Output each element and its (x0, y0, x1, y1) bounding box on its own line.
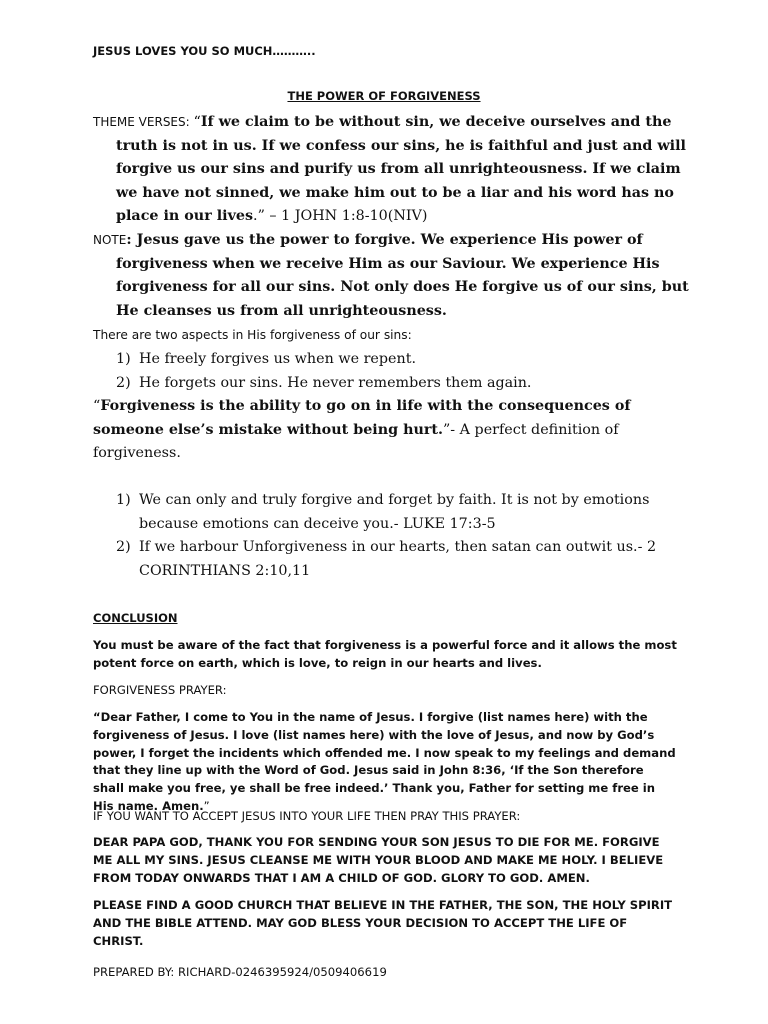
salvation-prayer: DEAR PAPA GOD, THANK YOU FOR SENDING YOUR SON JESUS TO DIE FOR ME. FORGIVE ME ALL MY SINS. JESUS CLEANSE ME WITH YOUR BLOOD AND MAKE ME HOLY. I BELIEVE FROM TODAY ONWARDS THAT I AM A CHILD OF GOD. GLORY TO GOD. AMEN. (93, 835, 664, 885)
faith-points-list (116, 489, 681, 583)
list-text: If we harbour Unforgiveness in our hearts, then satan can outwit us.- 2 CORINTHIANS 2:10,11 (139, 539, 657, 579)
list-item (116, 372, 681, 396)
theme-verses (93, 111, 701, 229)
header-line: JESUS LOVES YOU SO MUCH……….. (93, 44, 316, 58)
theme-open-quote: “ (193, 114, 201, 130)
forgiveness-prayer (93, 709, 678, 816)
note-text: : Jesus gave us the power to forgive. We experience His power of forgiveness when we receive Him as our Saviour. We experience His forgiveness for all our sins. Not only does He forgive us of our sins, but He cleanses us from all unrighteousness. (116, 232, 689, 319)
definition-bold: Forgiveness is the ability to go on in life with the consequences of someone else’s mistake without being hurt. (93, 398, 631, 438)
list-text: He forgets our sins. He never remembers them again. (139, 374, 532, 391)
list-text: He freely forgives us when we repent. (139, 351, 416, 367)
conclusion-heading: CONCLUSION (93, 611, 178, 625)
list-text: We can only and truly forgive and forget by faith. It is not by emotions because emotions can deceive you.- LUKE 17:3-5 (139, 492, 650, 532)
list-number: 2) (116, 374, 131, 391)
conclusion-text: You must be aware of the fact that forgiveness is a powerful force and it allows the most potent force on earth, which is love, to reign in our hearts and lives. (93, 638, 677, 670)
prayer-text: “Dear Father, I come to You in the name of Jesus. I forgive (list names here) with the forgiveness of Jesus. I love (list names here) with the love of Jesus, and now by God’s power, I forget the incidents which offended me. I now speak to my feelings and demand that they line up with the Word of God. Jesus said in John 8:36, ‘If the Son therefore shall make you free, ye shall be free indeed.’ Thank you, Father for setting me free in His name. Amen. (93, 710, 676, 813)
prepared-by-footer: PREPARED BY: RICHARD-0246395924/0509406619 (93, 965, 387, 979)
list-item (116, 536, 681, 583)
church-note: PLEASE FIND A GOOD CHURCH THAT BELIEVE IN THE FATHER, THE SON, THE HOLY SPIRIT AND THE BIBLE ATTEND. MAY GOD BLESS YOUR DECISION TO ACCEPT THE LIFE OF CHRIST. (93, 898, 673, 948)
list-number: 2) (116, 539, 131, 556)
list-item (116, 489, 681, 536)
list-number: 1) (116, 492, 131, 508)
prayer-label: FORGIVENESS PRAYER: (93, 683, 227, 697)
forgiveness-definition (93, 395, 678, 466)
theme-label: THEME VERSES: (93, 115, 194, 129)
prayer-close-quote: ” (203, 798, 210, 813)
note-paragraph (93, 229, 701, 323)
accept-intro: IF YOU WANT TO ACCEPT JESUS INTO YOUR LIFE THEN PRAY THIS PRAYER: (93, 809, 521, 823)
list-item (116, 348, 681, 372)
note-label: NOTE (93, 233, 127, 247)
list-number: 1) (116, 351, 131, 367)
theme-verse-text: If we claim to be without sin, we deceive ourselves and the truth is not in us. If we confess our sins, he is faithful and just and will forgive us our sins and purify us from all unrighteousness. If we claim we have not sinned, we make him out to be a liar and his word has no place in our lives (116, 114, 686, 225)
document-title: THE POWER OF FORGIVENESS (287, 89, 481, 103)
theme-reference: .” – 1 JOHN 1:8-10(NIV) (253, 208, 428, 225)
aspects-intro: There are two aspects in His forgiveness of our sins: (93, 328, 412, 342)
definition-rest: ”- A perfect definition of forgiveness. (93, 421, 619, 462)
aspects-list (116, 348, 681, 395)
definition-open-quote: “ (93, 398, 101, 414)
